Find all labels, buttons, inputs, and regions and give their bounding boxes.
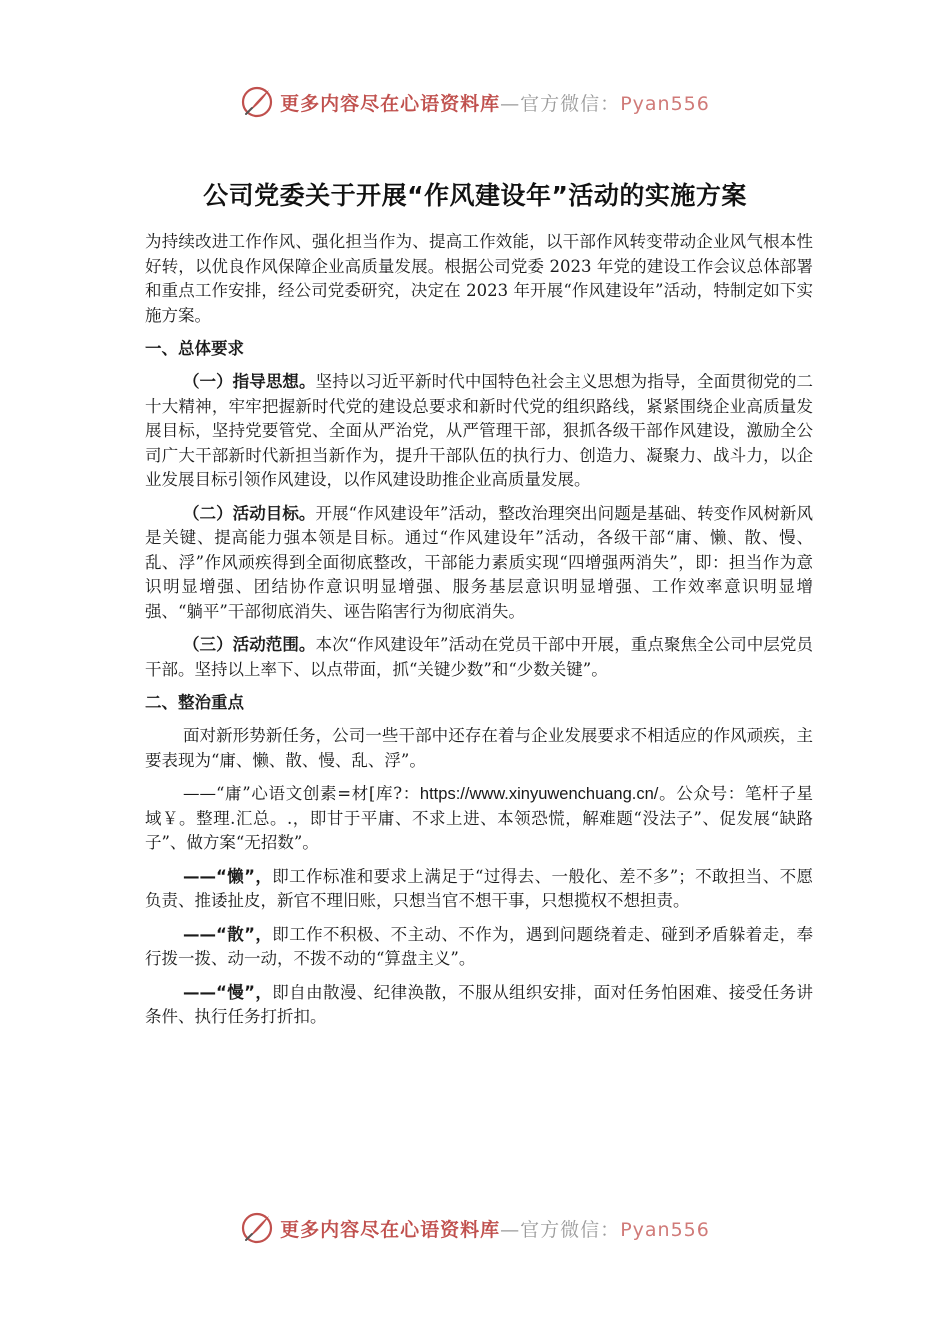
banner-wechat-id: Pyan556 [620, 1218, 710, 1241]
yong-text: 。公众号：笔杆子星域￥。整理.汇总。.，即甘于平庸、不求上进、本领恐慌，解难题“没法子”、促发展“缺路子”、做方案“无招数”。 [145, 784, 813, 852]
quill-logo-icon [240, 1211, 274, 1245]
activity-scope-paragraph [145, 633, 813, 682]
paragraph-text: 即自由散漫、纪律涣散，不服从组织安排，面对任务怕困难、接受任务讲条件、执行任务打折扣。 [145, 982, 813, 1026]
banner-main-text: 更多内容尽在心语资料库 [280, 1218, 501, 1241]
section-heading-2: 二、整治重点 [145, 693, 244, 712]
banner-inner [240, 1211, 710, 1245]
paragraph-text: 即工作标准和要求上满足于“过得去、一般化、差不多”；不敢担当、不愿负责、推诿扯皮，新官不理旧账，只想当官不想干事，只想揽权不想担责。 [145, 866, 813, 910]
document-body [145, 230, 813, 1039]
banner-dash: — [500, 92, 521, 115]
guiding-thought-paragraph [145, 370, 813, 493]
paragraph-lead: （一）指导思想。 [182, 372, 316, 391]
paragraph-lead: ——“散”， [182, 924, 273, 944]
paragraph-text: 即工作不积极、不主动、不作为，遇到问题绕着走、碰到矛盾躲着走，奉行拨一拨、动一动，不拨不动的“算盘主义”。 [145, 924, 813, 968]
san-paragraph [145, 923, 813, 972]
rectification-intro-paragraph: 面对新形势新任务，公司一些干部中还存在着与企业发展要求不相适应的作风顽疾，主要表现为“庸、懒、散、慢、乱、浮”。 [145, 726, 813, 770]
banner-text [280, 1215, 710, 1242]
paragraph-text: 开展“作风建设年”活动，整改治理突出问题是基础、转变作风树新风是关键、提高能力强本领是目标。通过“作风建设年”活动，各级干部“庸、懒、散、慢、乱、浮”作风顽疾得到全面彻底整改，干部能力素质实现“四增强两消失”，即：担当作为意识明显增强、团结协作意识明显增强、服务基层意识明显增强、工作效率意识明显增强、“躺平”干部彻底消失、诬告陷害行为彻底消失。 [145, 503, 814, 621]
footer-banner [0, 1208, 950, 1248]
banner-main-text: 更多内容尽在心语资料库 [280, 92, 501, 115]
paragraph-lead: ——“懒”， [182, 866, 273, 886]
yong-prefix: ——“庸”心语文创素=材[库?： [182, 784, 420, 803]
paragraph-lead: ——“慢”， [182, 982, 273, 1002]
banner-wechat-label: 官方微信： [520, 1218, 621, 1241]
banner-wechat-id: Pyan556 [620, 92, 710, 115]
yong-paragraph [145, 782, 813, 856]
quill-logo-icon [240, 85, 274, 119]
banner-text [280, 89, 710, 116]
banner-dash: — [500, 1218, 521, 1241]
lan-paragraph [145, 865, 813, 914]
paragraph-text: 坚持以习近平新时代中国特色社会主义思想为指导，全面贯彻党的二十大精神，牢牢把握新时代党的建设总要求和新时代党的组织路线，紧紧围绕企业高质量发展目标，坚持党要管党、全面从严治党，从严管理干部，狠抓各级干部作风建设，激励全公司广大干部新时代新担当新作为，提升干部队伍的执行力、创造力、凝聚力、战斗力，以企业发展目标引领作风建设，以作风建设助推企业高质量发展。 [145, 372, 814, 489]
paragraph-lead: （二）活动目标。 [182, 503, 316, 523]
paragraph-text: 本次“作风建设年”活动在党员干部中开展，重点聚焦全公司中层党员干部。坚持以上率下、以点带面，抓“关键少数”和“少数关键”。 [145, 635, 814, 679]
source-link[interactable]: https://www.xinyuwenchuang.cn/ [419, 785, 659, 803]
man-paragraph [145, 981, 813, 1030]
document-title: 公司党委关于开展“作风建设年”活动的实施方案 [203, 181, 747, 210]
header-banner [0, 82, 950, 122]
section-heading-1: 一、总体要求 [145, 339, 244, 358]
banner-wechat-label: 官方微信： [520, 92, 621, 115]
activity-goal-paragraph [145, 502, 813, 625]
banner-inner [240, 85, 710, 119]
intro-paragraph: 为持续改进工作作风、强化担当作为、提高工作效能，以干部作风转变带动企业风气根本性好转，以优良作风保障企业高质量发展。根据公司党委 2023 年党的建设工作会议总体部署和重点工作安排，经公司党委研究，决定在 2023 年开展“作风建设年”活动，特制定如下实施方案。 [145, 232, 813, 325]
paragraph-lead: （三）活动范围。 [182, 635, 316, 654]
